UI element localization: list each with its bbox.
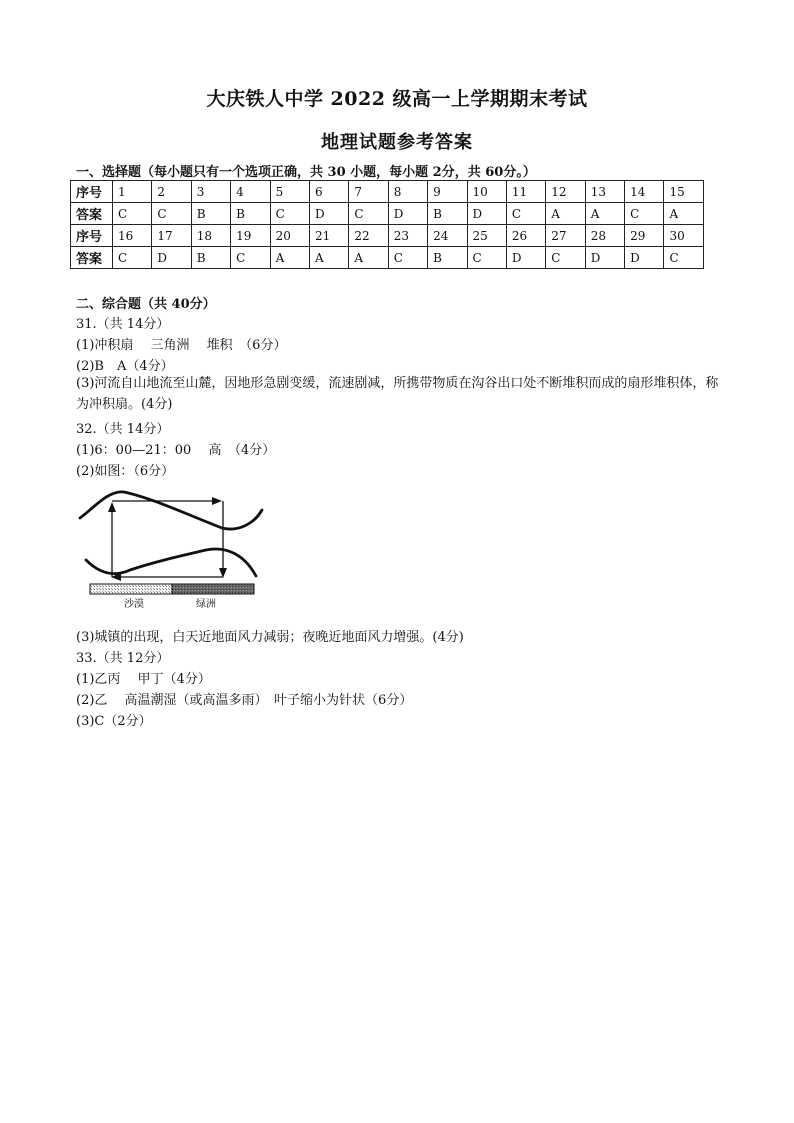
q32-answer-3: (3)城镇的出现，白天近地面风力减弱；夜晚近地面风力增强。(4分)	[76, 630, 464, 645]
table-cell: 8	[388, 181, 427, 203]
table-cell: 28	[585, 225, 624, 247]
table-cell: A	[270, 247, 309, 269]
q33-answer-1: (1)乙丙 甲丁（4分）	[76, 672, 211, 687]
table-cell: D	[388, 203, 427, 225]
table-cell: C	[113, 247, 152, 269]
table-cell: C	[349, 203, 388, 225]
table-cell: D	[506, 247, 545, 269]
table-cell: B	[428, 203, 467, 225]
table-cell: 26	[506, 225, 545, 247]
q31-answer-2: (2)B A（4分）	[76, 359, 174, 374]
table-cell: 14	[625, 181, 664, 203]
row-label: 答案	[71, 247, 113, 269]
table-cell: A	[664, 203, 704, 225]
table-cell: C	[152, 203, 191, 225]
table-cell: B	[231, 203, 270, 225]
table-cell: B	[191, 247, 230, 269]
table-cell: 20	[270, 225, 309, 247]
section1-heading: 一、选择题（每小题只有一个选项正确，共 30 小题，每小题 2分，共 60分。）	[76, 165, 536, 180]
table-cell: A	[546, 203, 585, 225]
desert-ground-bar	[90, 584, 172, 594]
table-cell: C	[270, 203, 309, 225]
oasis-ground-bar	[172, 584, 254, 594]
row-label: 序号	[71, 225, 113, 247]
table-cell: 13	[585, 181, 624, 203]
q31-answer-3: (3)河流自山地流至山麓，因地形急剧变缓，流速剧减，所携带物质在沟谷出口处不断堆积而成的扇形堆积体，称为冲积扇。(4分)	[76, 376, 719, 412]
table-cell: 25	[467, 225, 506, 247]
page-title: 大庆铁人中学 2022 级高一上学期期末考试	[206, 88, 588, 110]
table-cell: A	[585, 203, 624, 225]
table-cell: C	[467, 247, 506, 269]
table-cell: D	[625, 247, 664, 269]
table-cell: B	[191, 203, 230, 225]
answer-table	[70, 180, 704, 269]
table-cell: 23	[388, 225, 427, 247]
table-row-answers-2	[71, 247, 704, 269]
table-cell: 1	[113, 181, 152, 203]
table-cell: D	[152, 247, 191, 269]
table-cell: 19	[231, 225, 270, 247]
arrow-upper-head	[212, 497, 222, 505]
table-cell: 4	[231, 181, 270, 203]
q32-answer-2: (2)如图：（6分）	[76, 464, 175, 479]
table-cell: 16	[113, 225, 152, 247]
table-cell: 15	[664, 181, 704, 203]
table-cell: 5	[270, 181, 309, 203]
table-cell: 12	[546, 181, 585, 203]
q32-title: 32.（共 14分）	[76, 422, 170, 437]
table-cell: C	[546, 247, 585, 269]
table-cell: C	[664, 247, 704, 269]
q31-title: 31.（共 14分）	[76, 317, 170, 332]
arrow-left-head	[108, 502, 116, 512]
table-cell: 9	[428, 181, 467, 203]
oasis-label: 绿洲	[196, 599, 216, 610]
table-cell: 22	[349, 225, 388, 247]
table-cell: 21	[309, 225, 348, 247]
desert-label: 沙漠	[124, 599, 144, 610]
table-row-numbers-2	[71, 225, 704, 247]
table-cell: 17	[152, 225, 191, 247]
table-cell: 2	[152, 181, 191, 203]
table-cell: C	[625, 203, 664, 225]
q33-title: 33.（共 12分）	[76, 651, 170, 666]
table-cell: B	[428, 247, 467, 269]
q31-answer-1: (1)冲积扇 三角洲 堆积 （6分）	[76, 338, 287, 353]
table-cell: 11	[506, 181, 545, 203]
table-cell: 6	[309, 181, 348, 203]
q33-answer-2: (2)乙 高温潮湿（或高温多雨） 叶子缩小为针状（6分）	[76, 693, 413, 708]
row-label: 序号	[71, 181, 113, 203]
table-cell: 10	[467, 181, 506, 203]
upper-isobar-curve	[80, 492, 262, 529]
table-row-answers-1	[71, 203, 704, 225]
table-cell: 3	[191, 181, 230, 203]
section2-heading: 二、综合题（共 40分）	[76, 297, 216, 312]
table-cell: D	[309, 203, 348, 225]
circulation-svg	[76, 484, 272, 612]
q32-answer-1: (1)6：00—21：00 高 （4分）	[76, 443, 276, 458]
table-cell: 7	[349, 181, 388, 203]
table-cell: 27	[546, 225, 585, 247]
table-cell: 18	[191, 225, 230, 247]
table-cell: D	[585, 247, 624, 269]
wind-circulation-diagram	[76, 484, 272, 612]
table-cell: 24	[428, 225, 467, 247]
table-cell: 30	[664, 225, 704, 247]
table-row-numbers-1	[71, 181, 704, 203]
table-cell: C	[231, 247, 270, 269]
table-cell: 29	[625, 225, 664, 247]
table-cell: D	[467, 203, 506, 225]
row-label: 答案	[71, 203, 113, 225]
table-cell: A	[309, 247, 348, 269]
page-subtitle: 地理试题参考答案	[321, 132, 473, 153]
q33-answer-3: (3)C（2分）	[76, 714, 152, 729]
table-cell: C	[388, 247, 427, 269]
table-cell: C	[506, 203, 545, 225]
table-cell: A	[349, 247, 388, 269]
table-cell: C	[113, 203, 152, 225]
